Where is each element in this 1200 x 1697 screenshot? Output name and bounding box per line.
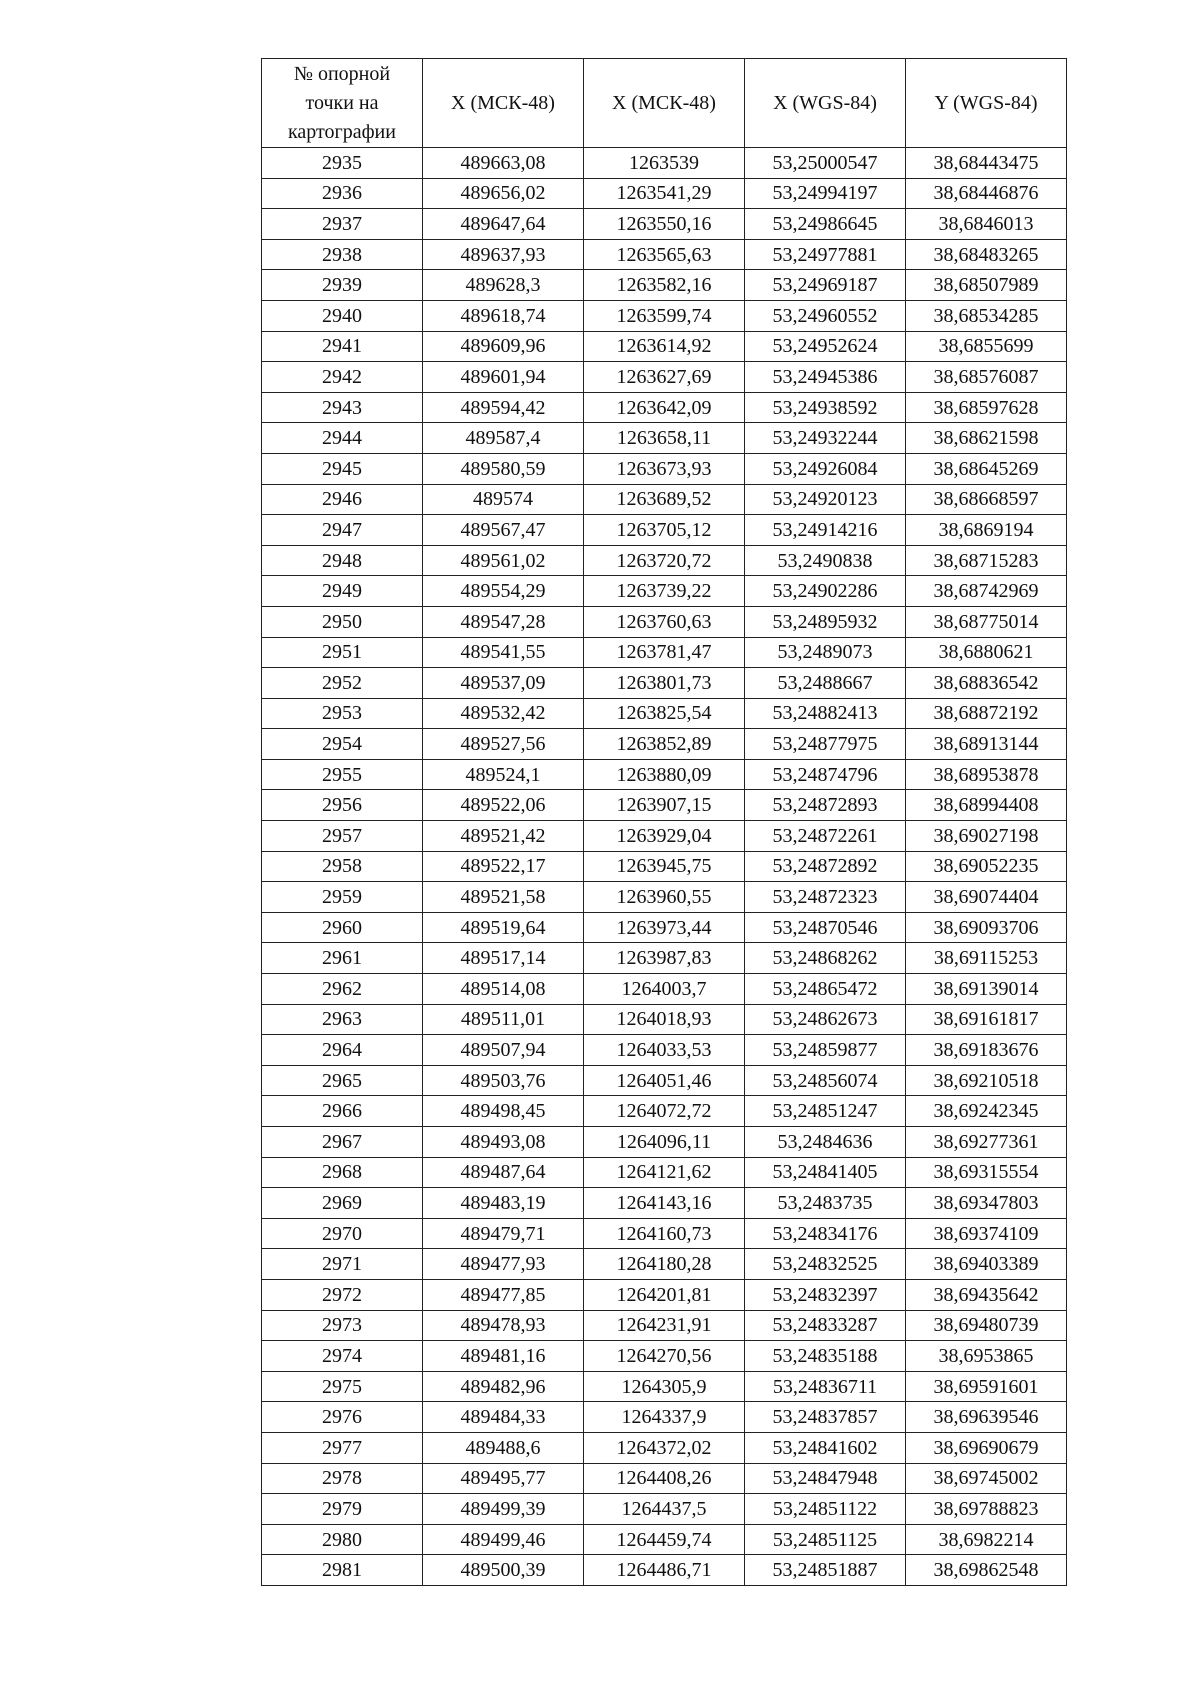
x-msk48-cell: 489511,01 — [423, 1004, 584, 1035]
point-number-cell: 2974 — [262, 1341, 423, 1372]
x-msk48-cell: 489561,02 — [423, 545, 584, 576]
point-number-cell: 2952 — [262, 668, 423, 699]
point-number-cell: 2942 — [262, 362, 423, 393]
point-number-cell: 2967 — [262, 1127, 423, 1158]
x-wgs84-cell: 53,24865472 — [745, 974, 906, 1005]
x-msk48-second-cell: 1264072,72 — [584, 1096, 745, 1127]
x-msk48-cell: 489503,76 — [423, 1065, 584, 1096]
x-wgs84-cell: 53,24847948 — [745, 1463, 906, 1494]
x-msk48-second-cell: 1264201,81 — [584, 1279, 745, 1310]
y-wgs84-cell: 38,6869194 — [906, 515, 1067, 546]
point-number-cell: 2956 — [262, 790, 423, 821]
x-wgs84-cell: 53,2484636 — [745, 1127, 906, 1158]
x-msk48-second-cell: 1263960,55 — [584, 882, 745, 913]
table-row — [262, 545, 1067, 576]
table-row — [262, 1035, 1067, 1066]
x-msk48-cell: 489628,3 — [423, 270, 584, 301]
x-msk48-second-cell: 1264180,28 — [584, 1249, 745, 1280]
x-msk48-second-cell: 1263801,73 — [584, 668, 745, 699]
y-wgs84-cell: 38,68668597 — [906, 484, 1067, 515]
table-row — [262, 178, 1067, 209]
table-row — [262, 698, 1067, 729]
y-wgs84-cell: 38,68775014 — [906, 606, 1067, 637]
x-wgs84-cell: 53,2483735 — [745, 1188, 906, 1219]
y-wgs84-cell: 38,68994408 — [906, 790, 1067, 821]
x-msk48-cell: 489499,46 — [423, 1524, 584, 1555]
x-msk48-cell: 489554,29 — [423, 576, 584, 607]
x-msk48-second-cell: 1263760,63 — [584, 606, 745, 637]
x-wgs84-cell: 53,24872261 — [745, 821, 906, 852]
x-wgs84-cell: 53,24868262 — [745, 943, 906, 974]
x-wgs84-cell: 53,24960552 — [745, 300, 906, 331]
x-wgs84-cell: 53,24836711 — [745, 1371, 906, 1402]
y-wgs84-cell: 38,68715283 — [906, 545, 1067, 576]
x-msk48-cell: 489487,64 — [423, 1157, 584, 1188]
x-wgs84-cell: 53,24851247 — [745, 1096, 906, 1127]
point-number-cell: 2976 — [262, 1402, 423, 1433]
y-wgs84-cell: 38,68872192 — [906, 698, 1067, 729]
x-msk48-second-cell: 1264003,7 — [584, 974, 745, 1005]
y-wgs84-cell: 38,69315554 — [906, 1157, 1067, 1188]
x-msk48-cell: 489527,56 — [423, 729, 584, 760]
x-msk48-second-cell: 1263945,75 — [584, 851, 745, 882]
table-row — [262, 1524, 1067, 1555]
point-number-cell: 2935 — [262, 148, 423, 179]
y-wgs84-cell: 38,68597628 — [906, 392, 1067, 423]
table-row — [262, 1279, 1067, 1310]
x-wgs84-cell: 53,24872323 — [745, 882, 906, 913]
table-row — [262, 1218, 1067, 1249]
point-number-cell: 2946 — [262, 484, 423, 515]
x-msk48-second-cell: 1264270,56 — [584, 1341, 745, 1372]
y-wgs84-cell: 38,68443475 — [906, 148, 1067, 179]
table-row — [262, 668, 1067, 699]
point-number-cell: 2960 — [262, 912, 423, 943]
table-row — [262, 821, 1067, 852]
x-msk48-second-cell: 1263658,11 — [584, 423, 745, 454]
point-number-cell: 2945 — [262, 453, 423, 484]
x-msk48-second-cell: 1263852,89 — [584, 729, 745, 760]
x-msk48-second-cell: 1264143,16 — [584, 1188, 745, 1219]
y-wgs84-cell: 38,68645269 — [906, 453, 1067, 484]
x-msk48-cell: 489618,74 — [423, 300, 584, 331]
table-row — [262, 423, 1067, 454]
point-number-cell: 2978 — [262, 1463, 423, 1494]
y-wgs84-cell: 38,69093706 — [906, 912, 1067, 943]
point-number-cell: 2955 — [262, 759, 423, 790]
x-msk48-second-cell: 1263987,83 — [584, 943, 745, 974]
x-msk48-cell: 489587,4 — [423, 423, 584, 454]
x-msk48-second-cell: 1263642,09 — [584, 392, 745, 423]
x-msk48-second-cell: 1264305,9 — [584, 1371, 745, 1402]
point-number-cell: 2969 — [262, 1188, 423, 1219]
table-row — [262, 790, 1067, 821]
table-row — [262, 484, 1067, 515]
x-msk48-cell: 489647,64 — [423, 209, 584, 240]
y-wgs84-cell: 38,69435642 — [906, 1279, 1067, 1310]
x-msk48-second-cell: 1263929,04 — [584, 821, 745, 852]
table-row — [262, 1157, 1067, 1188]
point-number-cell: 2950 — [262, 606, 423, 637]
y-wgs84-cell: 38,68742969 — [906, 576, 1067, 607]
y-wgs84-cell: 38,69277361 — [906, 1127, 1067, 1158]
y-wgs84-cell: 38,68621598 — [906, 423, 1067, 454]
point-number-cell: 2949 — [262, 576, 423, 607]
y-wgs84-cell: 38,69347803 — [906, 1188, 1067, 1219]
x-wgs84-cell: 53,24862673 — [745, 1004, 906, 1035]
point-number-cell: 2941 — [262, 331, 423, 362]
y-wgs84-cell: 38,69027198 — [906, 821, 1067, 852]
point-number-cell: 2971 — [262, 1249, 423, 1280]
x-msk48-cell: 489499,39 — [423, 1494, 584, 1525]
point-number-cell: 2943 — [262, 392, 423, 423]
y-wgs84-cell: 38,6953865 — [906, 1341, 1067, 1372]
x-msk48-second-cell: 1263705,12 — [584, 515, 745, 546]
x-msk48-second-cell: 1264033,53 — [584, 1035, 745, 1066]
y-wgs84-cell: 38,68913144 — [906, 729, 1067, 760]
x-msk48-cell: 489547,28 — [423, 606, 584, 637]
header-y-wgs84: Y (WGS-84) — [906, 59, 1067, 148]
point-number-cell: 2947 — [262, 515, 423, 546]
table-row — [262, 1402, 1067, 1433]
x-msk48-second-cell: 1264096,11 — [584, 1127, 745, 1158]
x-wgs84-cell: 53,24932244 — [745, 423, 906, 454]
x-wgs84-cell: 53,24920123 — [745, 484, 906, 515]
x-msk48-second-cell: 1263880,09 — [584, 759, 745, 790]
y-wgs84-cell: 38,69074404 — [906, 882, 1067, 913]
x-msk48-second-cell: 1264121,62 — [584, 1157, 745, 1188]
table-row — [262, 1494, 1067, 1525]
x-msk48-cell: 489488,6 — [423, 1432, 584, 1463]
y-wgs84-cell: 38,69403389 — [906, 1249, 1067, 1280]
table-row — [262, 1371, 1067, 1402]
x-msk48-second-cell: 1263614,92 — [584, 331, 745, 362]
y-wgs84-cell: 38,69052235 — [906, 851, 1067, 882]
x-wgs84-cell: 53,24870546 — [745, 912, 906, 943]
point-number-cell: 2944 — [262, 423, 423, 454]
x-msk48-cell: 489663,08 — [423, 148, 584, 179]
x-msk48-cell: 489481,16 — [423, 1341, 584, 1372]
point-number-cell: 2963 — [262, 1004, 423, 1035]
table-body — [262, 148, 1067, 1586]
table-row — [262, 270, 1067, 301]
table-row — [262, 1004, 1067, 1035]
x-msk48-second-cell: 1263627,69 — [584, 362, 745, 393]
x-wgs84-cell: 53,24834176 — [745, 1218, 906, 1249]
y-wgs84-cell: 38,69690679 — [906, 1432, 1067, 1463]
x-wgs84-cell: 53,24945386 — [745, 362, 906, 393]
x-msk48-second-cell: 1264459,74 — [584, 1524, 745, 1555]
x-wgs84-cell: 53,24994197 — [745, 178, 906, 209]
x-wgs84-cell: 53,24835188 — [745, 1341, 906, 1372]
x-msk48-second-cell: 1264372,02 — [584, 1432, 745, 1463]
header-x-msk48: X (МСК-48) — [423, 59, 584, 148]
table-row — [262, 1555, 1067, 1586]
point-number-cell: 2962 — [262, 974, 423, 1005]
x-msk48-second-cell: 1263550,16 — [584, 209, 745, 240]
table-row — [262, 851, 1067, 882]
x-msk48-second-cell: 1264051,46 — [584, 1065, 745, 1096]
point-number-cell: 2953 — [262, 698, 423, 729]
x-msk48-cell: 489567,47 — [423, 515, 584, 546]
x-wgs84-cell: 53,24977881 — [745, 239, 906, 270]
x-msk48-cell: 489601,94 — [423, 362, 584, 393]
x-wgs84-cell: 53,24914216 — [745, 515, 906, 546]
y-wgs84-cell: 38,68507989 — [906, 270, 1067, 301]
x-wgs84-cell: 53,24837857 — [745, 1402, 906, 1433]
x-msk48-second-cell: 1263689,52 — [584, 484, 745, 515]
x-wgs84-cell: 53,25000547 — [745, 148, 906, 179]
x-msk48-cell: 489495,77 — [423, 1463, 584, 1494]
x-msk48-second-cell: 1264437,5 — [584, 1494, 745, 1525]
table-row — [262, 515, 1067, 546]
point-number-cell: 2958 — [262, 851, 423, 882]
x-msk48-cell: 489482,96 — [423, 1371, 584, 1402]
x-msk48-cell: 489522,06 — [423, 790, 584, 821]
point-number-cell: 2970 — [262, 1218, 423, 1249]
x-msk48-second-cell: 1264337,9 — [584, 1402, 745, 1433]
table-row — [262, 637, 1067, 668]
y-wgs84-cell: 38,68483265 — [906, 239, 1067, 270]
point-number-cell: 2951 — [262, 637, 423, 668]
x-msk48-second-cell: 1264160,73 — [584, 1218, 745, 1249]
x-wgs84-cell: 53,24851125 — [745, 1524, 906, 1555]
table-row — [262, 209, 1067, 240]
x-msk48-second-cell: 1264231,91 — [584, 1310, 745, 1341]
x-wgs84-cell: 53,2490838 — [745, 545, 906, 576]
y-wgs84-cell: 38,6855699 — [906, 331, 1067, 362]
x-wgs84-cell: 53,24851887 — [745, 1555, 906, 1586]
x-msk48-cell: 489479,71 — [423, 1218, 584, 1249]
y-wgs84-cell: 38,69161817 — [906, 1004, 1067, 1035]
point-number-cell: 2968 — [262, 1157, 423, 1188]
y-wgs84-cell: 38,69139014 — [906, 974, 1067, 1005]
x-msk48-second-cell: 1263539 — [584, 148, 745, 179]
point-number-cell: 2939 — [262, 270, 423, 301]
x-wgs84-cell: 53,24969187 — [745, 270, 906, 301]
point-number-cell: 2961 — [262, 943, 423, 974]
y-wgs84-cell: 38,6982214 — [906, 1524, 1067, 1555]
table-row — [262, 1096, 1067, 1127]
y-wgs84-cell: 38,69183676 — [906, 1035, 1067, 1066]
x-msk48-second-cell: 1263582,16 — [584, 270, 745, 301]
table-row — [262, 331, 1067, 362]
table-row — [262, 606, 1067, 637]
x-msk48-cell: 489477,93 — [423, 1249, 584, 1280]
y-wgs84-cell: 38,69591601 — [906, 1371, 1067, 1402]
x-msk48-cell: 489580,59 — [423, 453, 584, 484]
header-row — [262, 59, 1067, 148]
point-number-cell: 2977 — [262, 1432, 423, 1463]
y-wgs84-cell: 38,69242345 — [906, 1096, 1067, 1127]
x-msk48-cell: 489493,08 — [423, 1127, 584, 1158]
point-number-cell: 2937 — [262, 209, 423, 240]
table-row — [262, 759, 1067, 790]
point-number-cell: 2965 — [262, 1065, 423, 1096]
x-msk48-cell: 489517,14 — [423, 943, 584, 974]
table-header — [262, 59, 1067, 148]
point-number-cell: 2954 — [262, 729, 423, 760]
x-msk48-cell: 489519,64 — [423, 912, 584, 943]
table-row — [262, 912, 1067, 943]
x-wgs84-cell: 53,24872892 — [745, 851, 906, 882]
x-wgs84-cell: 53,24902286 — [745, 576, 906, 607]
x-msk48-second-cell: 1264018,93 — [584, 1004, 745, 1035]
table-row — [262, 1249, 1067, 1280]
x-msk48-cell: 489514,08 — [423, 974, 584, 1005]
y-wgs84-cell: 38,69788823 — [906, 1494, 1067, 1525]
x-msk48-cell: 489524,1 — [423, 759, 584, 790]
x-wgs84-cell: 53,24874796 — [745, 759, 906, 790]
point-number-cell: 2936 — [262, 178, 423, 209]
coordinates-table — [261, 58, 1067, 1586]
x-msk48-cell: 489594,42 — [423, 392, 584, 423]
x-msk48-cell: 489498,45 — [423, 1096, 584, 1127]
point-number-cell: 2948 — [262, 545, 423, 576]
y-wgs84-cell: 38,69210518 — [906, 1065, 1067, 1096]
y-wgs84-cell: 38,68446876 — [906, 178, 1067, 209]
table-row — [262, 239, 1067, 270]
x-wgs84-cell: 53,24833287 — [745, 1310, 906, 1341]
x-wgs84-cell: 53,24882413 — [745, 698, 906, 729]
x-wgs84-cell: 53,24851122 — [745, 1494, 906, 1525]
x-wgs84-cell: 53,24841405 — [745, 1157, 906, 1188]
table-row — [262, 943, 1067, 974]
x-msk48-cell: 489521,42 — [423, 821, 584, 852]
x-wgs84-cell: 53,24938592 — [745, 392, 906, 423]
y-wgs84-cell: 38,69862548 — [906, 1555, 1067, 1586]
point-number-cell: 2966 — [262, 1096, 423, 1127]
table-row — [262, 148, 1067, 179]
table-row — [262, 1065, 1067, 1096]
point-number-cell: 2980 — [262, 1524, 423, 1555]
point-number-cell: 2938 — [262, 239, 423, 270]
x-msk48-second-cell: 1264408,26 — [584, 1463, 745, 1494]
table-row — [262, 974, 1067, 1005]
y-wgs84-cell: 38,6846013 — [906, 209, 1067, 240]
x-wgs84-cell: 53,24952624 — [745, 331, 906, 362]
x-msk48-cell: 489637,93 — [423, 239, 584, 270]
x-wgs84-cell: 53,24832397 — [745, 1279, 906, 1310]
point-number-cell: 2981 — [262, 1555, 423, 1586]
point-number-cell: 2972 — [262, 1279, 423, 1310]
x-msk48-second-cell: 1263599,74 — [584, 300, 745, 331]
x-msk48-second-cell: 1263720,72 — [584, 545, 745, 576]
x-wgs84-cell: 53,24895932 — [745, 606, 906, 637]
x-wgs84-cell: 53,24872893 — [745, 790, 906, 821]
point-number-cell: 2979 — [262, 1494, 423, 1525]
table-row — [262, 1188, 1067, 1219]
y-wgs84-cell: 38,6880621 — [906, 637, 1067, 668]
header-point-line-3: картографии — [288, 120, 396, 143]
x-wgs84-cell: 53,2489073 — [745, 637, 906, 668]
x-msk48-cell: 489507,94 — [423, 1035, 584, 1066]
x-wgs84-cell: 53,2488667 — [745, 668, 906, 699]
x-msk48-cell: 489532,42 — [423, 698, 584, 729]
x-msk48-cell: 489521,58 — [423, 882, 584, 913]
x-msk48-cell: 489656,02 — [423, 178, 584, 209]
table-row — [262, 1432, 1067, 1463]
header-x-msk48-second: X (МСК-48) — [584, 59, 745, 148]
x-msk48-cell: 489478,93 — [423, 1310, 584, 1341]
x-wgs84-cell: 53,24926084 — [745, 453, 906, 484]
x-msk48-second-cell: 1263673,93 — [584, 453, 745, 484]
x-msk48-second-cell: 1263541,29 — [584, 178, 745, 209]
header-point-line-1: № опорной — [293, 62, 391, 85]
y-wgs84-cell: 38,69745002 — [906, 1463, 1067, 1494]
x-msk48-second-cell: 1263825,54 — [584, 698, 745, 729]
x-wgs84-cell: 53,24841602 — [745, 1432, 906, 1463]
x-msk48-second-cell: 1263781,47 — [584, 637, 745, 668]
y-wgs84-cell: 38,68836542 — [906, 668, 1067, 699]
point-number-cell: 2964 — [262, 1035, 423, 1066]
y-wgs84-cell: 38,69639546 — [906, 1402, 1067, 1433]
y-wgs84-cell: 38,68576087 — [906, 362, 1067, 393]
x-msk48-cell: 489541,55 — [423, 637, 584, 668]
table-row — [262, 882, 1067, 913]
table-row — [262, 1341, 1067, 1372]
x-msk48-cell: 489500,39 — [423, 1555, 584, 1586]
point-number-cell: 2940 — [262, 300, 423, 331]
x-wgs84-cell: 53,24856074 — [745, 1065, 906, 1096]
table-row — [262, 729, 1067, 760]
x-msk48-cell: 489477,85 — [423, 1279, 584, 1310]
point-number-cell: 2975 — [262, 1371, 423, 1402]
x-msk48-cell: 489484,33 — [423, 1402, 584, 1433]
table-row — [262, 453, 1067, 484]
y-wgs84-cell: 38,69480739 — [906, 1310, 1067, 1341]
table-row — [262, 1310, 1067, 1341]
table-row — [262, 1463, 1067, 1494]
x-wgs84-cell: 53,24986645 — [745, 209, 906, 240]
point-number-cell: 2973 — [262, 1310, 423, 1341]
x-msk48-cell: 489609,96 — [423, 331, 584, 362]
x-msk48-cell: 489537,09 — [423, 668, 584, 699]
point-number-cell: 2957 — [262, 821, 423, 852]
x-msk48-second-cell: 1263907,15 — [584, 790, 745, 821]
x-msk48-second-cell: 1263565,63 — [584, 239, 745, 270]
x-wgs84-cell: 53,24859877 — [745, 1035, 906, 1066]
table-row — [262, 362, 1067, 393]
header-x-wgs84: X (WGS-84) — [745, 59, 906, 148]
y-wgs84-cell: 38,69374109 — [906, 1218, 1067, 1249]
x-msk48-second-cell: 1264486,71 — [584, 1555, 745, 1586]
x-msk48-cell: 489574 — [423, 484, 584, 515]
y-wgs84-cell: 38,68534285 — [906, 300, 1067, 331]
table-row — [262, 1127, 1067, 1158]
x-msk48-second-cell: 1263973,44 — [584, 912, 745, 943]
x-wgs84-cell: 53,24832525 — [745, 1249, 906, 1280]
point-number-cell: 2959 — [262, 882, 423, 913]
x-msk48-cell: 489522,17 — [423, 851, 584, 882]
y-wgs84-cell: 38,69115253 — [906, 943, 1067, 974]
table-row — [262, 392, 1067, 423]
table-row — [262, 300, 1067, 331]
x-msk48-cell: 489483,19 — [423, 1188, 584, 1219]
header-point-number — [262, 59, 423, 148]
header-point-line-2: точки на — [305, 91, 379, 114]
y-wgs84-cell: 38,68953878 — [906, 759, 1067, 790]
x-msk48-second-cell: 1263739,22 — [584, 576, 745, 607]
x-wgs84-cell: 53,24877975 — [745, 729, 906, 760]
table-row — [262, 576, 1067, 607]
